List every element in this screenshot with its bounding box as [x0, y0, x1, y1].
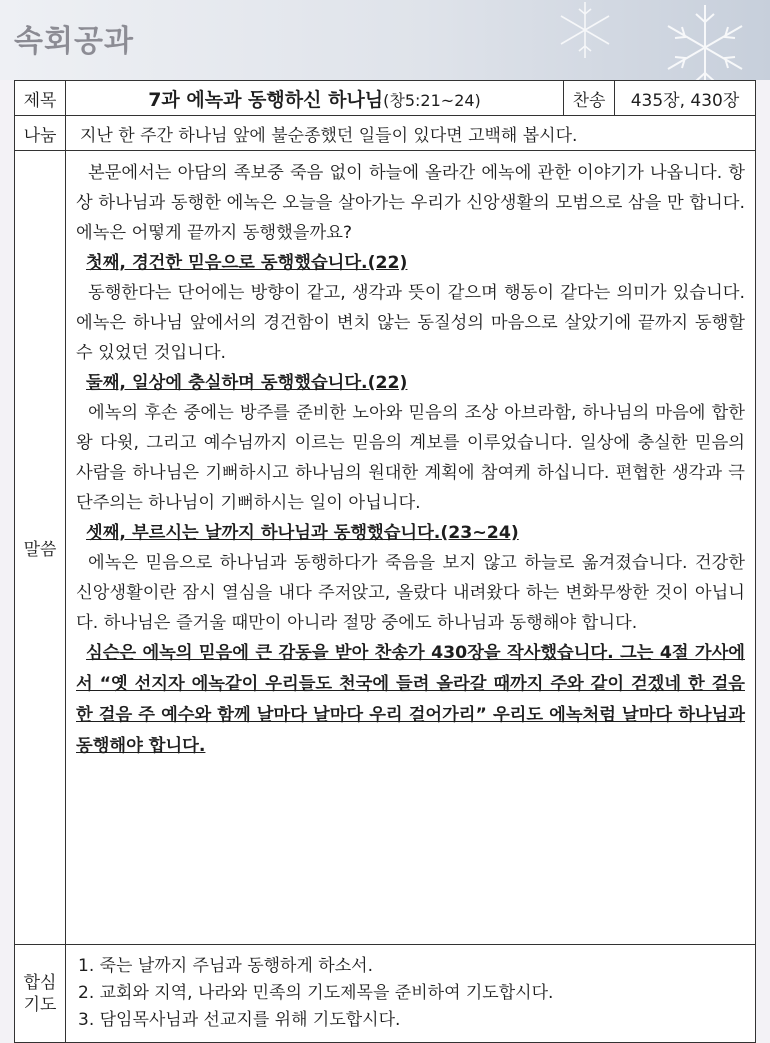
- lesson-table: [14, 80, 756, 1043]
- snowflake-small-icon: [540, 0, 630, 60]
- prayer-list: [78, 953, 745, 1034]
- prayer-label: [15, 945, 66, 1043]
- scripture-reference: (창5:21~24): [383, 90, 481, 110]
- section-text-3: 에녹은 믿음으로 하나님과 동행하다가 죽음을 보지 않고 하늘로 옮겨졌습니다. 건강한 신앙생활이란 잠시 열심을 내다 주저앉고, 올랐다 내려왔다 하는 변화무쌍한 것이 아닙니다. 하나님은 즐거울 때만이 아니라 절망 중에도 하나님과 동행해야 합니다.: [76, 553, 745, 633]
- lesson-title: 7과 에녹과 동행하신 하나님: [148, 88, 384, 111]
- brand-title: [14, 16, 134, 60]
- prayer-list-cell: [66, 945, 756, 1043]
- word-body: [66, 151, 756, 945]
- title-row: [15, 81, 756, 116]
- brand-first-char: 속: [14, 24, 44, 59]
- section-heading-2: 둘째, 일상에 충실하며 동행했습니다.(22): [86, 373, 408, 393]
- share-text: 지난 한 주간 하나님 앞에 불순종했던 일들이 있다면 고백해 봅시다.: [66, 116, 756, 151]
- title-label: 제목: [15, 81, 66, 116]
- intro-paragraph: 본문에서는 아담의 족보중 죽음 없이 하늘에 올라간 에녹에 관한 이야기가 나옵니다. 항상 하나님과 동행한 에녹은 오늘을 살아가는 우리가 신앙생활의 모범으로 삼을 만 합니다. 에녹은 어떻게 끝까지 동행했을까요?: [76, 163, 745, 243]
- section-text-1: 동행한다는 단어에는 방향이 같고, 생각과 뜻이 같으며 행동이 같다는 의미가 있습니다. 에녹은 하나님 앞에서의 경건함이 변치 않는 동질성의 마음으로 살았기에 끝까지 동행할 수 있었던 것입니다.: [76, 283, 745, 363]
- prayer-item: 1. 죽는 날까지 주님과 동행하게 하소서.: [78, 956, 373, 976]
- section-heading-1: 첫째, 경건한 믿음으로 동행했습니다.(22): [86, 253, 408, 273]
- share-label: 나눔: [15, 116, 66, 151]
- prayer-label-line1: 합심: [23, 972, 57, 993]
- prayer-item: 3. 담임목사님과 선교지를 위해 기도합시다.: [78, 1010, 401, 1030]
- section-heading-3: 셋째, 부르시는 날까지 하나님과 동행했습니다.(23~24): [86, 523, 519, 543]
- share-row: [15, 116, 756, 151]
- hymn-label: 찬송: [564, 81, 615, 116]
- prayer-item: 2. 교회와 지역, 나라와 민족의 기도제목을 준비하여 기도합시다.: [78, 983, 554, 1003]
- prayer-label-line2: 기도: [23, 994, 57, 1015]
- lesson-title-cell: [66, 81, 564, 116]
- section-text-2: 에녹의 후손 중에는 방주를 준비한 노아와 믿음의 조상 아브라함, 하나님의 마음에 합한 왕 다윗, 그리고 예수님까지 이르는 믿음의 계보를 이루었습니다. 일상에 충실한 믿음의 사람을 하나님은 기뻐하시고 하나님의 원대한 계획에 참여케 하십니다. 편협한 생각과 극단주의는 하나님이 기뻐하시는 일이 아닙니다.: [76, 403, 745, 513]
- brand-rest: 회공과: [43, 24, 134, 59]
- prayer-row: [15, 945, 756, 1043]
- hymn-numbers: 435장, 430장: [615, 81, 756, 116]
- word-label: 말씀: [15, 151, 66, 945]
- closing-paragraph: 심슨은 에녹의 믿음에 큰 감동을 받아 찬송가 430장을 작사했습니다. 그는 4절 가사에서 “옛 선지자 에녹같이 우리들도 천국에 들려 올라갈 때까지 주와 같이 걷겠네 한 걸음 한 걸음 주 예수와 함께 날마다 날마다 우리 걸어가리” 우리도 에녹처럼 날마다 하나님과 동행해야 합니다.: [76, 643, 745, 756]
- word-row: [15, 151, 756, 945]
